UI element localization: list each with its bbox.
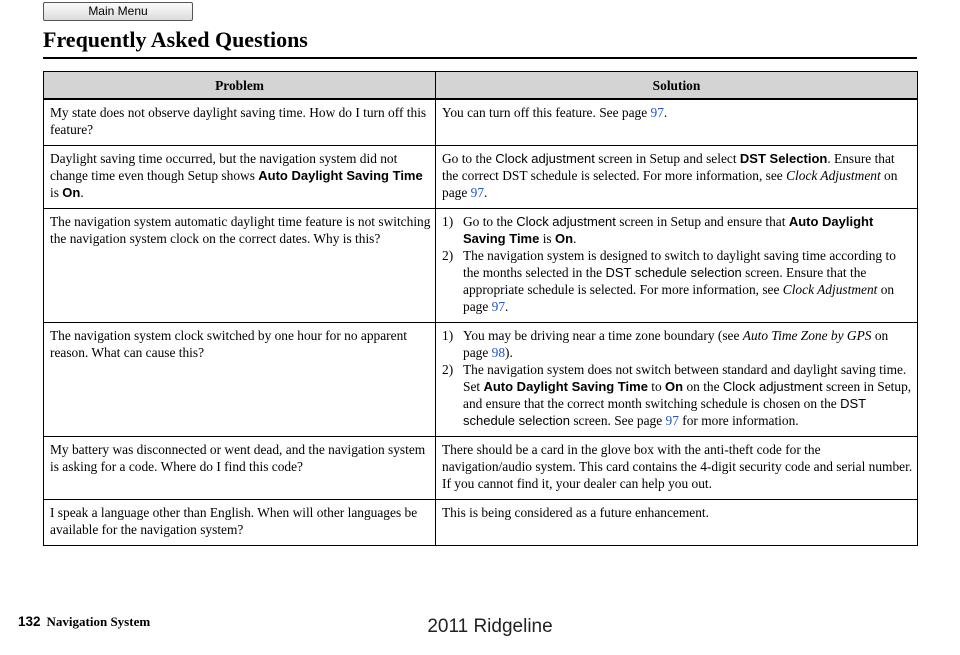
- solution-cell: Go to the Clock adjustment screen in Setup and select DST Selection. Ensure that the correct DST schedule is selected. For more information, see Clock Adjustment on page 97.: [436, 146, 918, 209]
- page-footer: [18, 614, 150, 630]
- page-link[interactable]: 97: [470, 185, 485, 200]
- page-link[interactable]: 97: [491, 299, 506, 314]
- title-divider: [43, 57, 917, 59]
- numbered-step: 1) Go to the Clock adjustment screen in Setup and ensure that Auto Daylight Saving Time is On.: [442, 214, 874, 246]
- page-title: Frequently Asked Questions: [43, 27, 308, 52]
- numbered-step: 2) The navigation system is designed to switch to daylight saving time according to the months selected in the DST schedule selection screen. Ensure that the appropriate schedule is selected. For more information, see Clock Adjustment on page 97.: [442, 248, 896, 314]
- page-number: 132: [18, 614, 41, 629]
- solution-cell: This is being considered as a future enhancement.: [436, 500, 918, 546]
- column-header-solution: Solution: [436, 72, 918, 100]
- problem-cell: I speak a language other than English. When will other languages be available for the navigation system?: [44, 500, 436, 546]
- problem-cell: My battery was disconnected or went dead, and the navigation system is asking for a code. Where do I find this code?: [44, 437, 436, 500]
- page-link[interactable]: 98: [491, 345, 506, 360]
- table-row: [44, 437, 918, 500]
- solution-cell: You can turn off this feature. See page 97.: [436, 99, 918, 146]
- table-header-row: [44, 72, 918, 100]
- problem-cell: My state does not observe daylight saving time. How do I turn off this feature?: [44, 99, 436, 146]
- solution-cell: [436, 209, 918, 323]
- table-row: [44, 323, 918, 437]
- faq-table: [43, 71, 918, 546]
- problem-cell: Daylight saving time occurred, but the navigation system did not change time even though Setup shows Auto Daylight Saving Time is On.: [44, 146, 436, 209]
- table-row: [44, 146, 918, 209]
- table-row: [44, 209, 918, 323]
- page-link[interactable]: 97: [650, 105, 664, 120]
- main-menu-button[interactable]: Main Menu: [43, 2, 193, 21]
- footer-section-label: Navigation System: [46, 614, 151, 629]
- solution-cell: [436, 323, 918, 437]
- numbered-step: 2) The navigation system does not switch between standard and daylight saving time. Set Auto Daylight Saving Time to On on the Clock adjustment screen in Setup, and ensure that the correct month switching schedule is chosen on the DST schedule selection screen. See page 97 for more information.: [442, 362, 912, 428]
- problem-cell: The navigation system automatic daylight time feature is not switching the navigation system clock on the correct dates. Why is this?: [44, 209, 436, 323]
- page-link[interactable]: 97: [665, 413, 679, 428]
- solution-cell: There should be a card in the glove box with the anti-theft code for the navigation/audio system. This card contains the 4-digit security code and serial number. If you cannot find it, your dealer can help you out.: [436, 437, 918, 500]
- column-header-problem: Problem: [44, 72, 436, 100]
- problem-cell: The navigation system clock switched by one hour for no apparent reason. What can cause this?: [44, 323, 436, 437]
- watermark: 2011 Ridgeline: [427, 616, 553, 637]
- table-row: [44, 500, 918, 546]
- numbered-step: 1) You may be driving near a time zone boundary (see Auto Time Zone by GPS on page 98).: [442, 328, 889, 360]
- table-row: [44, 99, 918, 146]
